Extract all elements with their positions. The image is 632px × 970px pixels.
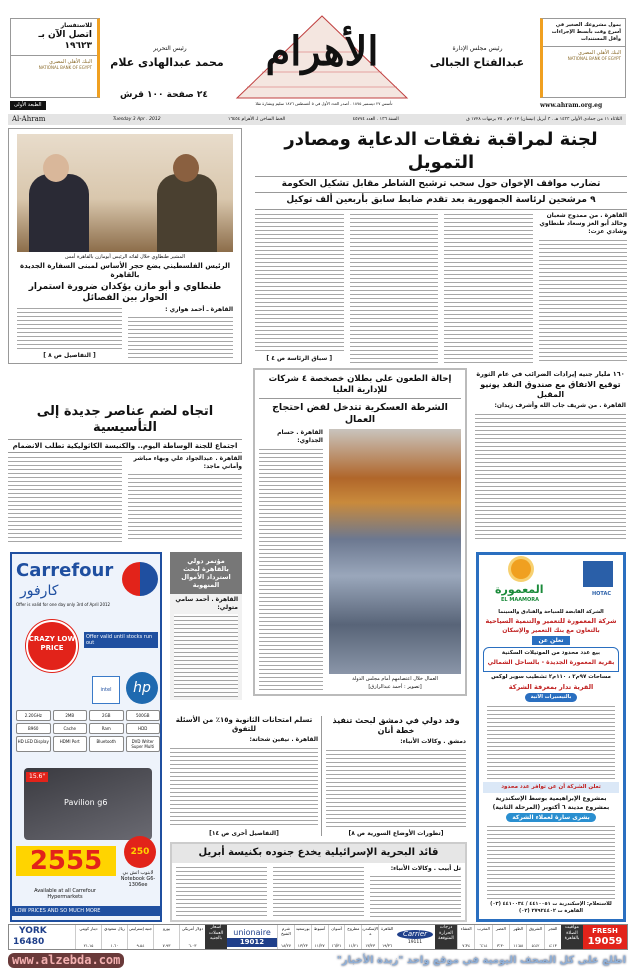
lead-body-col1 [539, 238, 628, 364]
maamora-l5: بقرية المعمورة الجديدة - بالساحل الشمالي [487, 659, 615, 666]
laptop-product: Pavilion g6 [64, 798, 108, 807]
laptop-specs [16, 710, 160, 752]
fresh-brand: FRESH [592, 926, 618, 935]
laptop-screen: 15.6" [26, 772, 48, 782]
maamora-brand-en: EL MAAMORA [501, 597, 540, 603]
city-temperature-value: ١٦/٣١ [331, 943, 342, 948]
currency-rate-label: دولار أمريكي [181, 926, 204, 931]
spec-item: 2.20GHz [16, 710, 51, 721]
maamora-ad[interactable] [476, 552, 626, 922]
imf-kicker[interactable]: ١٦٠ مليار جنيه إيرادات الضرائب في عام الثورة [476, 370, 625, 378]
unionaire-brand: unionaire [233, 927, 271, 937]
syria-continued[interactable]: [تطورات الأوضاع السورية ص ٨] [348, 830, 444, 837]
carrier-hotline: 19111 [407, 939, 423, 945]
york-ad[interactable] [9, 925, 75, 949]
currency-rate-value: ١.٦٠ [110, 943, 119, 948]
photo-caption: المشير طنطاوي خلال لقائه الرئيس أبومازن بالقاهرة أمس [65, 254, 185, 260]
workers-protest-photo [329, 429, 461, 674]
laptop-model: لابتوب اتش بي Notebook G6-1306ee [120, 870, 156, 888]
prayer-time-label: الفجر [548, 926, 558, 931]
issue-number: السنة ١٣٦ . العدد ٤٥٧٧٤ [352, 117, 399, 122]
carrefour-availability: Available at all Carrefour Hypermarkets [34, 888, 96, 900]
prayer-time-label: الظهر [513, 926, 524, 931]
maamora-l8: تعلن الشركة أن عن توافر عدد محدود [483, 782, 619, 793]
carrefour-footer: LOW PRICES AND SO MUCH MORE [12, 906, 160, 916]
currency-rate-value: ٢١.١٥ [83, 943, 94, 948]
spec-item: DVD Writer Super Multi [126, 736, 161, 752]
lead-sub2[interactable]: ٩ مرشحين لرئاسة الجمهورية بعد تقدم ضابط سابق بأربعين ألف توكيل [286, 195, 596, 206]
courts-headline[interactable]: إحالة الطعون على بطلان خصخصة ٤ شركات للإدارية العليا [268, 374, 452, 395]
york-hotline: 16480 [13, 937, 45, 947]
imf-headline[interactable]: توقيع الاتفاق مع صندوق النقد يونيو المقبل [480, 380, 621, 400]
date-en: Tuesday 3 Apr . 2012 [112, 117, 161, 122]
prayer-time-label: العشاء [460, 926, 472, 931]
navy-box [170, 842, 467, 922]
city-temperature [277, 925, 294, 949]
city-temperature-label: أسوان [331, 926, 342, 931]
assembly-sub[interactable]: اجتماع للجنة الوساطة اليوم.. والكنيسة الكاثوليكية تطلب الانضمام [12, 441, 238, 450]
lead-headline[interactable]: لجنة لمراقبة نفقات الدعاية ومصادر التمويل [284, 129, 598, 173]
date-ar: الثلاثاء ١١ من جمادى الأولى ١٤٣٣ هـ . ٣ أبريل (نيسان) ٢٠١٢م . ٢٥ برمهات ١٧٢٨ ق [466, 117, 622, 122]
spec-item: B960 [16, 723, 51, 734]
carrefour-offer: Offer is valid for one day only 3rd of April 2012 [16, 602, 111, 607]
currency-rate-value: ٩.٥٤ [136, 943, 145, 948]
spec-item: 500GB [126, 710, 161, 721]
maamora-p1: بمشروع الإبراهيمية بوسط الإسكندرية [495, 794, 607, 802]
right-ad-text: يمول مشروعك الصغير في أسرع وقت بأبسط الإجراءات وأقل المستندات [551, 22, 621, 42]
city-temperature [344, 925, 361, 949]
city-temperature-value: ١١/٢١ [348, 943, 359, 948]
tantawi-abbas-photo [17, 134, 233, 252]
gift-badge: 250 [124, 836, 156, 868]
maamora-l7: القرية تدار بمعرفة الشركة [508, 683, 594, 691]
date-bar [8, 114, 626, 125]
syria-headline[interactable]: وفد دولي في دمشق لبحث تنفيذ خطة أنان [332, 716, 460, 735]
spec-item: 2MB [53, 710, 88, 721]
currency-rate-label: يورو [162, 926, 171, 931]
prayer-time-value: ٣:٣٠ [496, 943, 505, 948]
courts-byline: القاهرة . حسام الجداوي: [277, 429, 323, 444]
prayer-time [544, 925, 561, 949]
currency-rates [75, 925, 205, 949]
lead-body-col4 [255, 212, 344, 354]
carrefour-ad[interactable] [10, 552, 162, 922]
prayer-time [526, 925, 543, 949]
navy-headline[interactable]: قائد البحرية الإسرائيلية يخدع جنوده بكنيسة أبريل [172, 844, 465, 863]
city-temperature-label: بورسعيد [295, 926, 310, 931]
maamora-l6: مساحات ٩٧م٢ ، ١١٠م٢ تشطيب سوبر لوكس [491, 674, 611, 680]
spec-item: HDD [126, 723, 161, 734]
city-temperature [361, 925, 378, 949]
courts-box [253, 368, 467, 696]
footer-strip [8, 924, 628, 950]
imf-byline: القاهرة . من شريف جاب الله وأشرف زيدان: [494, 402, 626, 410]
maamora-sun-icon [511, 559, 531, 579]
laptop-price: 2555 [16, 846, 116, 876]
currency-rate-label: دينار كويتي [79, 926, 98, 931]
photo-kicker[interactable]: الرئيس الفلسطيني يضع حجر الأساس لمبنى السفارة الجديدة بالقاهرة [19, 262, 231, 279]
city-temperature-value: ١١/٣٧ [314, 943, 325, 948]
maamora-l3: بالتعاون مع بنك التعمير والإسكان [502, 627, 600, 634]
admin-name: عبدالفتاح الجبالى [429, 56, 525, 69]
assembly-story [8, 404, 242, 542]
unionaire-hotline: 19012 [227, 938, 277, 947]
city-temperature-label: أسيوط [313, 926, 326, 931]
assembly-byline: القاهرة . عبدالجواد علي وبهاء مباشر وأماني ماجد: [133, 455, 242, 471]
prayer-time [457, 925, 474, 949]
spec-item: Cache [53, 723, 88, 734]
photo-byline: القاهرة ـ أحمد هواري : [165, 306, 233, 313]
left-ad-bank: البنك الأهلي المصري [49, 59, 92, 65]
logo-text: الأهرام [265, 28, 379, 75]
hp-logo-icon: hp [126, 672, 158, 704]
founding-note: تأسس ٢٧ ديسمبر ١٨٧٥ . أصدر العدد الأول في ٥ أغسطس ١٨٧٦ سليم وبشارة تقلا [255, 101, 393, 106]
hotac-label: HOTAC [592, 591, 611, 597]
york-brand: YORK [19, 926, 47, 936]
website-link[interactable]: www.ahram.org.eg [540, 102, 603, 109]
courts-sub[interactable]: الشرطة العسكرية تتدخل لفض احتجاج العمال [272, 402, 448, 426]
currency-rate [179, 925, 205, 949]
editor-name: محمد عبدالهادى علام [110, 56, 224, 69]
admin-title: رئيس مجلس الإدارة [452, 45, 503, 52]
lead-sub1[interactable]: تضارب مواقف الإخوان حول سحب ترشيح الشاطر مقابل تشكيل الحكومة [281, 179, 601, 189]
crazy-low-price-badge: CRAZY LOW PRICE [26, 620, 78, 672]
watermark-slogan: اطلع على كل الصحف اليومية في موقع واحد "زبدة الأخبار" [336, 955, 626, 966]
prayer-time-value: ٤:١٣ [548, 943, 557, 948]
prayer-time [509, 925, 526, 949]
prayer-time-value: ٧:٣٤ [462, 943, 471, 948]
lead-story [255, 129, 627, 363]
navy-byline: تل أبيب . وكالات الأنباء: [390, 864, 461, 872]
spec-item: HD LED Display [16, 736, 51, 752]
currency-rate [101, 925, 127, 949]
city-temperature [378, 925, 395, 949]
carrefour-brand-ar: كارفور [20, 583, 59, 599]
conference-byline: القاهرة . أحمد سامي متولي: [175, 596, 238, 611]
maamora-l4: بيع عدد محدود من الموتيلات السكنية [501, 650, 601, 656]
maamora-plan: بالتيسيرات الآتية [525, 693, 578, 702]
intel-pentium-icon: intel [92, 676, 120, 704]
left-bank-ad[interactable] [10, 18, 100, 98]
courts-credit: [تصوير : أحمد عبدالرازق] [368, 684, 422, 690]
city-temperature-label: القاهرة [381, 926, 394, 931]
prayer-time-value: ٥:٤٢ [531, 943, 540, 948]
laptop-image [24, 768, 152, 840]
maamora-contact: للاستعلام: الإسكندرية ت ٤٤١٠٠٥١ / ٤٤١٠٠٣٤ (٠٣) القاهرة ت ٢٧٩٢٤٤٠٢ (٠٢) [490, 901, 612, 914]
syria-story [326, 716, 466, 838]
prayer-times [457, 925, 561, 949]
currency-rate [153, 925, 179, 949]
city-temperature-label: مطروح [347, 926, 360, 931]
city-temperature-label: شرم الشيخ [281, 926, 291, 936]
currency-rate [75, 925, 101, 949]
pages-price: ٢٤ صفحة ١٠٠ قرش [120, 90, 208, 100]
currency-rate [127, 925, 153, 949]
hotac-logo-icon [583, 561, 613, 587]
carrier-ad[interactable] [395, 925, 435, 949]
temp-label: درجات الحرارة المتوقعة [435, 925, 457, 949]
spec-item: 2GB [89, 710, 124, 721]
spec-item: Bluetooth [89, 736, 124, 752]
conference-headline[interactable]: مؤتمر دولي بالقاهرة لبحث استرداد الأموال المنهوبة [170, 552, 242, 594]
currency-rate-label: ريال سعودي [104, 926, 125, 931]
maamora-announce: تعلن عن [532, 636, 569, 645]
city-temperature-value: ١٣/٢٣ [297, 943, 308, 948]
prayer-time-value: ٦:١٤ [479, 943, 488, 948]
prayer-label: مواقيت الصلاة بالقاهرة [561, 925, 583, 949]
exams-headline[interactable]: تسلم امتحانات الثانوية و١٥٪ من الأسئلة للتفوق [175, 716, 313, 733]
city-temperature-value: ١٨/٢٧ [280, 943, 291, 948]
carrefour-logo-icon [122, 562, 158, 596]
photo-headline[interactable]: طنطاوي و أبو مازن يؤكدان ضرورة استمرار الحوار بين الفصائل [28, 281, 222, 303]
editor-title: رئيس التحرير [153, 45, 187, 52]
currency-rate-value: ٧.٩٣ [162, 943, 171, 948]
logo [232, 12, 412, 100]
prayer-time-label: المغرب [477, 926, 490, 931]
conference-box [170, 552, 242, 700]
fresh-hotline: 19059 [587, 935, 623, 947]
left-ad-line1: للاستفسار [60, 22, 92, 29]
right-bank-ad[interactable] [540, 18, 626, 98]
assembly-headline[interactable]: اتجاه لضم عناصر جديدة إلى التأسيسية [36, 404, 214, 436]
watermark-url[interactable]: www.alzebda.com [8, 953, 124, 968]
maamora-l1: الشركة القابضة للسياحة والفنادق والسينما [498, 609, 604, 615]
maamora-brand: المعمورة [495, 583, 544, 596]
maamora-l2: شركة المعمورة للتعمير والتنمية السياحية [485, 617, 617, 625]
exams-byline: القاهرة . نيفين شحاتة: [249, 735, 318, 743]
prayer-time [474, 925, 491, 949]
maamora-good-news: بشرى سارة لعملاء الشركة [506, 813, 596, 822]
courts-caption: العمال خلال اعتصامهم أمام مجلس الدولة [352, 676, 438, 682]
photo-story-box [8, 128, 242, 364]
city-temperature [328, 925, 345, 949]
left-ad-bank-en: NATIONAL BANK OF EGYPT [38, 65, 92, 70]
city-temperature [294, 925, 311, 949]
prayer-time-label: الشروق [528, 926, 543, 931]
prayer-time [492, 925, 509, 949]
brand-en: Al-Ahram [12, 115, 46, 123]
left-ad-line2: اتصل الآن بـ ١٩٦٢٣ [38, 30, 92, 51]
right-ad-bank: البنك الأهلي المصري [578, 50, 621, 56]
right-ad-bank-en: NATIONAL BANK OF EGYPT [567, 56, 621, 61]
city-temperature-value: ١٩/٣٦ [382, 943, 393, 948]
unionaire-ad[interactable] [227, 925, 277, 949]
carrefour-stock: Offer valid until stocks run out [84, 632, 158, 648]
edition-badge: الطبعة الأولى [10, 101, 46, 110]
fx-label: أسعار العملات بالجنيه [205, 925, 227, 949]
city-temperature-value: ١٣/٢٣ [365, 943, 376, 948]
lead-continued[interactable]: [ سباق الرئاسة ص ٤ ] [266, 355, 333, 362]
syria-byline: دمشق . وكالات الأنباء: [400, 738, 466, 745]
exams-story [170, 716, 318, 838]
lead-byline: القاهرة . من ممدوح شعبان وخالد أبو العز وسعاد طنطاوي وشادي عزت: [539, 211, 627, 235]
lead-body-col3 [350, 212, 439, 364]
currency-rate-label: جنيه إسترليني [128, 926, 153, 931]
prayer-time-label: العصر [495, 926, 506, 931]
hotline: الخط الساخن لـ الأهرام ١٦٤٥٤ [228, 117, 286, 122]
city-temperature-label: الإسكندرية [362, 926, 378, 936]
temperatures [277, 925, 395, 949]
carrefour-brand: Carrefour [16, 560, 114, 581]
exams-continued[interactable]: [التفاصيل أخرى ص ١٤] [209, 830, 279, 837]
maamora-p2: بمشروع مدينة ٦ أكتوبر (المرحلة الثانية) [492, 803, 610, 811]
fresh-ad[interactable] [583, 925, 627, 949]
spec-item: HDMI Port [53, 736, 88, 752]
prayer-time-value: ١١:٥٨ [513, 943, 524, 948]
lead-body-col2 [444, 212, 533, 364]
spec-item: Ram [89, 723, 124, 734]
city-temperature [311, 925, 328, 949]
currency-rate-value: ٦.٠٣ [188, 943, 197, 948]
photo-continued[interactable]: [ التفاصيل ص ٨ ] [43, 352, 96, 359]
carrier-brand: Carrier [397, 930, 433, 939]
imf-story [475, 370, 626, 540]
